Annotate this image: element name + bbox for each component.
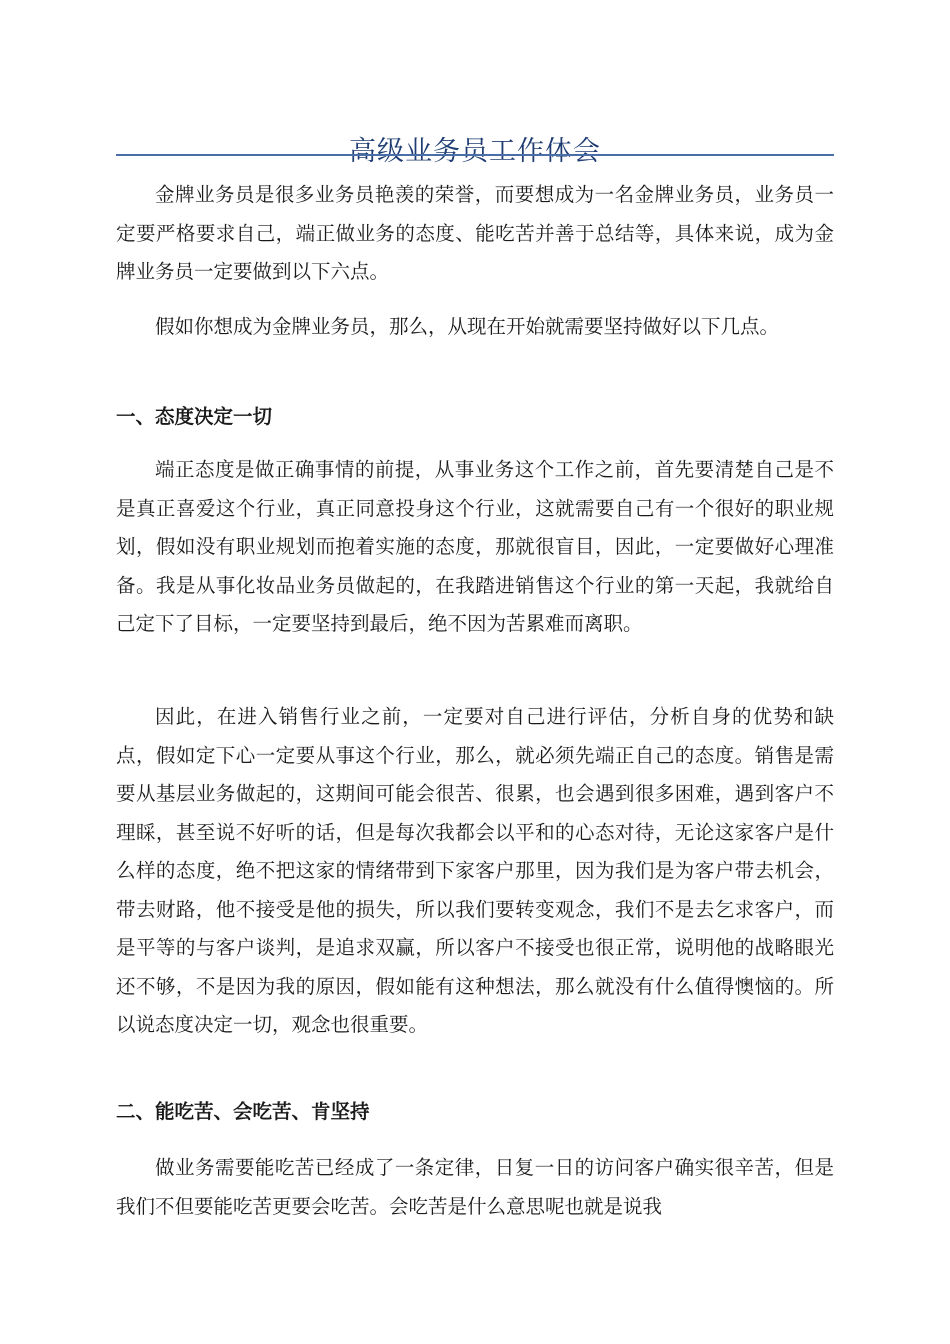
intro-paragraph-2: 假如你想成为金牌业务员，那么，从现在开始就需要坚持做好以下几点。 <box>155 315 780 338</box>
section-1-paragraph-1: 端正态度是做正确事情的前提，从事业务这个工作之前，首先要清楚自己是不是真正喜爱这个行业，真正同意投身这个行业，这就需要自己有一个很好的职业规划，假如没有职业规划而抱着实施的态度，那就很盲目，因此，一定要做好心理准备。我是从事化妆品业务员做起的，在我踏进销售这个行业的第一天起，我就给自己定下了目标，一定要坚持到最后，绝不因为苦累难而离职。 <box>116 458 834 635</box>
section-2-paragraph-1: 做业务需要能吃苦已经成了一条定律，日复一日的访问客户确实很辛苦，但是我们不但要能吃苦更要会吃苦。会吃苦是什么意思呢也就是说我 <box>116 1156 834 1218</box>
title-underline <box>116 154 834 156</box>
section-heading-1: 一、态度决定一切 <box>116 405 273 428</box>
intro-paragraph-1: 金牌业务员是很多业务员艳羡的荣誉，而要想成为一名金牌业务员，业务员一定要严格要求自己，端正做业务的态度、能吃苦并善于总结等，具体来说，成为金牌业务员一定要做到以下六点。 <box>116 183 834 283</box>
section-heading-2: 二、能吃苦、会吃苦、肯坚持 <box>116 1100 370 1123</box>
section-1-paragraph-2: 因此，在进入销售行业之前，一定要对自己进行评估，分析自身的优势和缺点，假如定下心一定要从事这个行业，那么，就必须先端正自己的态度。销售是需要从基层业务做起的，这期间可能会很苦、很累，也会遇到很多困难，遇到客户不理睬，甚至说不好听的话，但是每次我都会以平和的心态对待，无论这家客户是什么样的态度，绝不把这家的情绪带到下家客户那里，因为我们是为客户带去机会，带去财路，他不接受是他的损失，所以我们要转变观念，我们不是去乞求客户，而是平等的与客户谈判，是追求双赢，所以客户不接受也很正常，说明他的战略眼光还不够，不是因为我的原因，假如能有这种想法，那么就没有什么值得懊恼的。所以说态度决定一切，观念也很重要。 <box>116 705 834 1036</box>
document-title: 高级业务员工作体会 <box>349 136 601 168</box>
